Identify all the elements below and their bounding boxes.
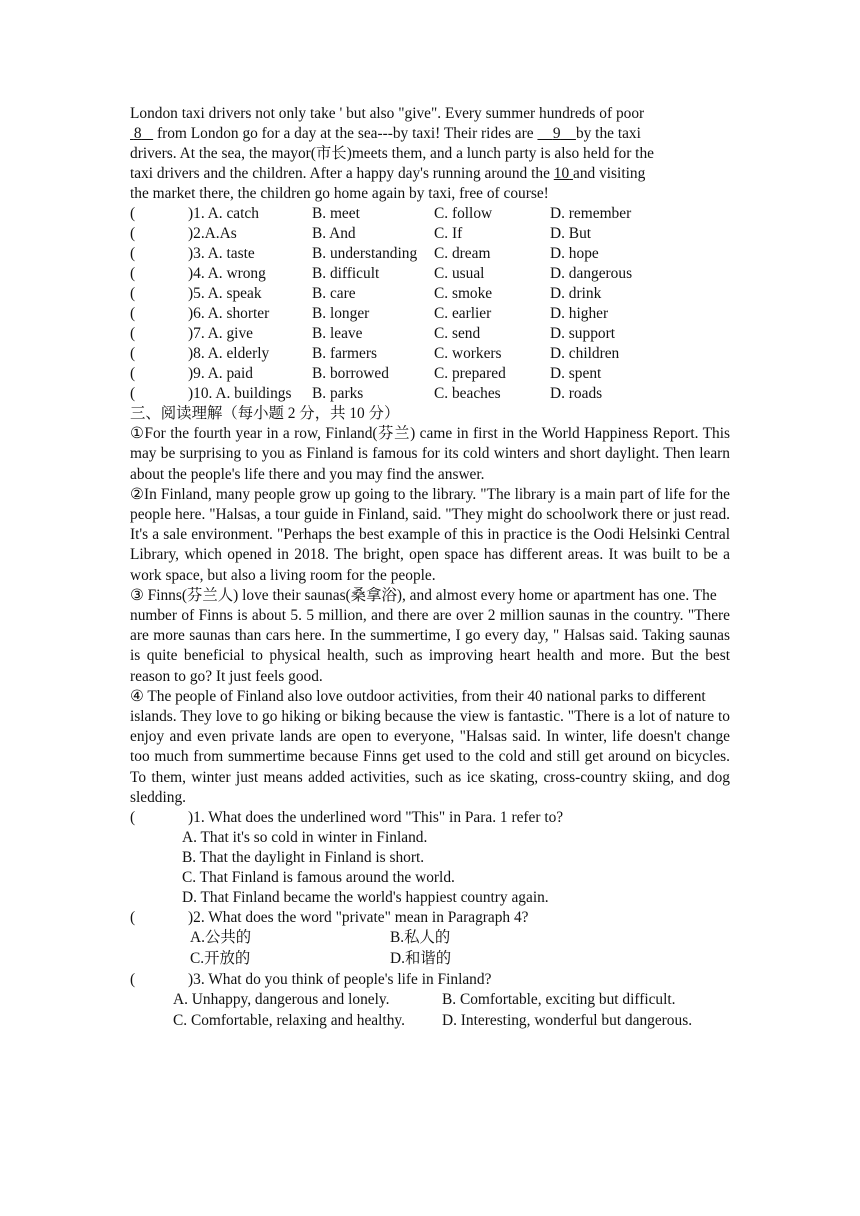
- blank-9: 9: [552, 125, 561, 142]
- question-3: [130, 970, 730, 1032]
- option-row: ( )5. A. speak B. care C. smoke D. drink: [130, 285, 602, 302]
- answer-option: D.和谐的: [390, 950, 452, 968]
- cloze-line-2: 8 from London go for a day at the sea---by taxi! Their rides are 9 by the taxi: [130, 124, 730, 144]
- cloze-line-5: the market there, the children go home again by taxi, free of course!: [130, 185, 549, 202]
- option-row: ( )8. A. elderly B. farmers C. workers D. children: [130, 345, 620, 362]
- blank-8: 8: [133, 125, 142, 142]
- blank-10: 10: [553, 165, 570, 182]
- question-1: [130, 808, 730, 908]
- cloze-line-1: London taxi drivers not only take ' but also "give". Every summer hundreds of poor: [130, 105, 645, 122]
- question-stem: ( )1. What does the underlined word "This" in Para. 1 refer to?: [130, 809, 564, 827]
- answer-option: A. That it's so cold in winter in Finland.: [182, 829, 428, 847]
- option-row: ( )4. A. wrong B. difficult C. usual D. dangerous: [130, 265, 633, 282]
- cloze-line-3: drivers. At the sea, the mayor(市长)meets them, and a lunch party is also held for the: [130, 145, 654, 162]
- answer-option: C.开放的: [190, 950, 251, 968]
- paragraph-1: ①For the fourth year in a row, Finland(芬兰) came in first in the World Happiness Report. This may be surprising to you as Finland is famous for its cold winters and short daylight. Then learn about the people's life there and you may find the answer.: [130, 425, 730, 483]
- cloze-passage: [130, 104, 730, 204]
- option-row: ( )2.A.As B. And C. If D. But: [130, 225, 592, 242]
- paragraph-3-start: ③ Finns(芬兰人) love their saunas(桑拿浴), and almost every home or apartment has one. The: [130, 586, 717, 604]
- paragraph-2: ②In Finland, many people grow up going to the library. "The library is a main part of life for the people here. "Halsas, a tour guide in Finland, said. "They might do schoolwork there or just read. It's a sale environment. "Perhaps the best example of this in practice is the Oodi Helsinki Central Library, which opened in 2018. The bright, open space has different areas. It was built to be a work space, but also a living room for the people.: [130, 485, 730, 584]
- answer-option: B.私人的: [390, 929, 451, 947]
- option-row: ( )3. A. taste B. understanding C. dream D. hope: [130, 245, 599, 262]
- answer-row: [130, 1011, 730, 1032]
- answer-row: [130, 949, 730, 970]
- answer-option: C. That Finland is famous around the world.: [182, 869, 455, 887]
- answer-row: [130, 990, 730, 1011]
- reading-passage: [130, 424, 730, 808]
- answer-option: A.公共的: [190, 929, 252, 947]
- cloze-options: [130, 204, 730, 404]
- exam-page: [130, 104, 730, 1032]
- option-row: ( )7. A. give B. leave C. send D. support: [130, 325, 615, 342]
- paragraph-4-rest: islands. They love to go hiking or biking because the view is fantastic. "There is a lot of nature to enjoy and even private lands are open to everyone, "Halsas said. In winter, life doesn't change too much from summertime because Finns get used to the cold and still get around on bicycles. To them, winter just means added activities, such as ice skating, cross-country skiing, and dog sledding.: [130, 708, 730, 806]
- option-row: ( )10. A. buildings B. parks C. beaches D. roads: [130, 385, 603, 402]
- answer-option: D. Interesting, wonderful but dangerous.: [442, 1012, 693, 1030]
- answer-option: B. Comfortable, exciting but difficult.: [442, 991, 676, 1009]
- paragraph-4-start: ④ The people of Finland also love outdoor activities, from their 40 national parks to different: [130, 687, 706, 705]
- answer-option: C. Comfortable, relaxing and healthy.: [173, 1012, 405, 1030]
- section-title: 三、阅读理解（每小题 2 分，共 10 分）: [130, 405, 400, 422]
- question-2: [130, 908, 730, 970]
- question-stem: ( )2. What does the word "private" mean in Paragraph 4?: [130, 909, 529, 927]
- answer-option: B. That the daylight in Finland is short.: [182, 849, 425, 867]
- option-row: ( )1. A. catch B. meet C. follow D. remember: [130, 205, 632, 222]
- paragraph-3-rest: number of Finns is about 5. 5 million, and there are over 2 million saunas in the country. "There are more saunas than cars here. In the summertime, I go every day, " Halsas said. Taking saunas is quite beneficial to physical health, such as improving heart health and more. But the best reason to go? It just feels good.: [130, 607, 730, 685]
- answer-option: D. That Finland became the world's happiest country again.: [182, 889, 549, 907]
- cloze-line-4: taxi drivers and the children. After a happy day's running around the 10 and visiting: [130, 165, 646, 182]
- option-row: ( )6. A. shorter B. longer C. earlier D. higher: [130, 305, 609, 322]
- question-stem: ( )3. What do you think of people's life in Finland?: [130, 971, 492, 989]
- answer-option: A. Unhappy, dangerous and lonely.: [173, 991, 390, 1009]
- answer-row: [130, 928, 730, 949]
- option-row: ( )9. A. paid B. borrowed C. prepared D. spent: [130, 365, 602, 382]
